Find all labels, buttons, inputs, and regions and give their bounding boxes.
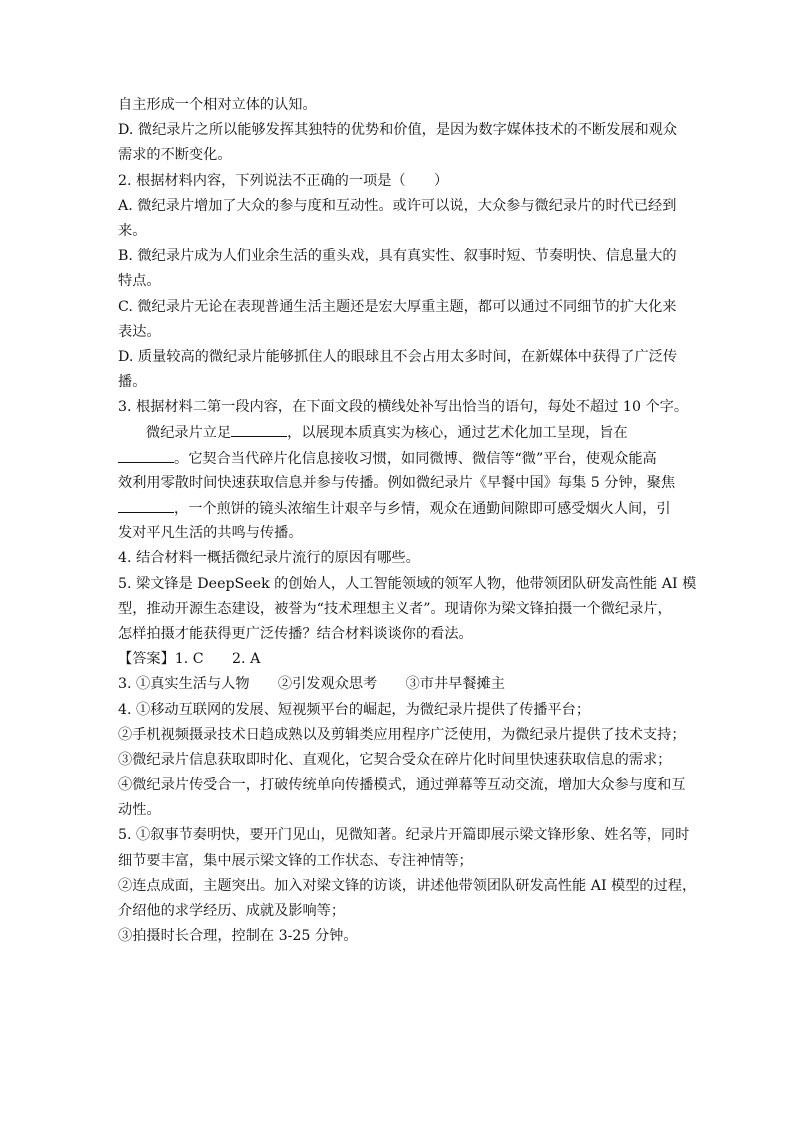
text-line: 发对平凡生活的共鸣与传播。: [118, 525, 303, 542]
answer-4: 4. ①移动互联网的发展、短视频平台的崛起，为微纪录片提供了传播平台；: [118, 701, 591, 718]
text-line: 效利用零散时间快速获取信息并参与传播。例如微纪录片《早餐中国》每集 5 分钟，聚焦: [118, 474, 676, 491]
text-line: 动性。: [118, 802, 161, 819]
text-line: 细节要丰富，集中展示梁文锋的工作状态、专注神情等；: [118, 852, 473, 869]
option-b-line: B. 微纪录片成为人们业余生活的重头戏，具有真实性、叙事时短、节奏明快、信息量大的: [118, 248, 677, 265]
option-a-line: A. 微纪录片增加了大众的参与度和互动性。或许可以说，大众参与微纪录片的时代已经到: [118, 197, 677, 214]
fill-blank-passage-line: [118, 496, 684, 521]
text-line: 介绍他的求学经历、成就及影响等；: [118, 903, 346, 919]
question-2: 2. 根据材料内容，下列说法不正确的一项是（ ）: [118, 172, 449, 189]
text-line: ②连点成面，主题突出。加入对梁文锋的访谈，讲述他带领团队研发高性能 AI 模型的过程，: [118, 877, 697, 894]
text-line: ②手机视频摄录技术日趋成熟以及剪辑类应用程序广泛使用，为微纪录片提供了技术支持；: [118, 726, 686, 743]
option-d-line: D. 质量较高的微纪录片能够抓住人的眼球且不会占用太多时间，在新媒体中获得了广泛传: [118, 348, 678, 365]
text-line: 特点。: [118, 273, 161, 290]
text-line: 型，推动开源生态建设，被誉为“技术理想主义者”。现请你为梁文锋拍摄一个微纪录片，: [118, 600, 672, 617]
answer-5: 5. ①叙事节奏明快，要开门见山，见微知著。纪录片开篇即展示梁文锋形象、姓名等，同时: [118, 827, 690, 844]
text-line: ③微纪录片信息获取即时化、直观化，它契合受众在碎片化时间里快速获取信息的需求；: [118, 751, 672, 768]
option-c-line: C. 微纪录片无论在表现普通生活主题还是宏大厚重主题，都可以通过不同细节的扩大化来: [118, 298, 677, 315]
answer-blank-1: [231, 420, 287, 437]
question-3: 3. 根据材料二第一段内容，在下面文段的横线处补写出恰当的语句，每处不超过 10 个字。: [118, 399, 689, 416]
text-line: 播。: [118, 374, 147, 391]
passage-text: ，一个煎饼的镜头浓缩生计艰辛与乡情，观众在通勤间隙即可感受烟火人间，引: [174, 501, 671, 517]
text-line: 需求的不断变化。: [118, 147, 232, 164]
passage-text: ，以展现本质真实为核心，通过艺术化加工呈现，旨在: [287, 425, 628, 442]
question-4: 4. 结合材料一概括微纪录片流行的原因有哪些。: [118, 550, 420, 567]
text-line: 表达。: [118, 323, 161, 340]
document-page: [118, 93, 697, 949]
option-d-line: D. 微纪录片之所以能够发挥其独特的优势和价值，是因为数字媒体技术的不断发展和观众: [118, 122, 678, 139]
answer-3: 3. ①真实生活与人物 ②引发观众思考 ③市井早餐摊主: [118, 676, 505, 693]
answer-blank-3: [118, 496, 174, 513]
text-line: ④微纪录片传受合一，打破传统单向传播模式，通过弹幕等互动交流，增加大众参与度和互: [118, 777, 686, 794]
fill-blank-passage-line: [118, 446, 684, 471]
passage-text: 。它契合当代碎片化信息接收习惯，如同微博、微信等“微”平台，使观众能高: [174, 450, 657, 467]
answer-heading: 【答案】1. C 2. A: [118, 651, 261, 668]
question-5: 5. 梁文锋是 DeepSeek 的创始人，人工智能领域的领军人物，他带领团队研发高性能 AI 模: [118, 575, 697, 592]
text-line: 怎样拍摄才能获得更广泛传播？结合材料谈谈你的看法。: [118, 625, 473, 642]
text-line: ③拍摄时长合理，控制在 3-25 分钟。: [118, 928, 358, 945]
fill-blank-passage-line: [118, 420, 684, 445]
passage-text: 微纪录片立足: [146, 425, 232, 442]
answer-blank-2: [118, 446, 174, 463]
text-line: 来。: [118, 222, 147, 239]
text-line: 自主形成一个相对立体的认知。: [118, 97, 317, 113]
